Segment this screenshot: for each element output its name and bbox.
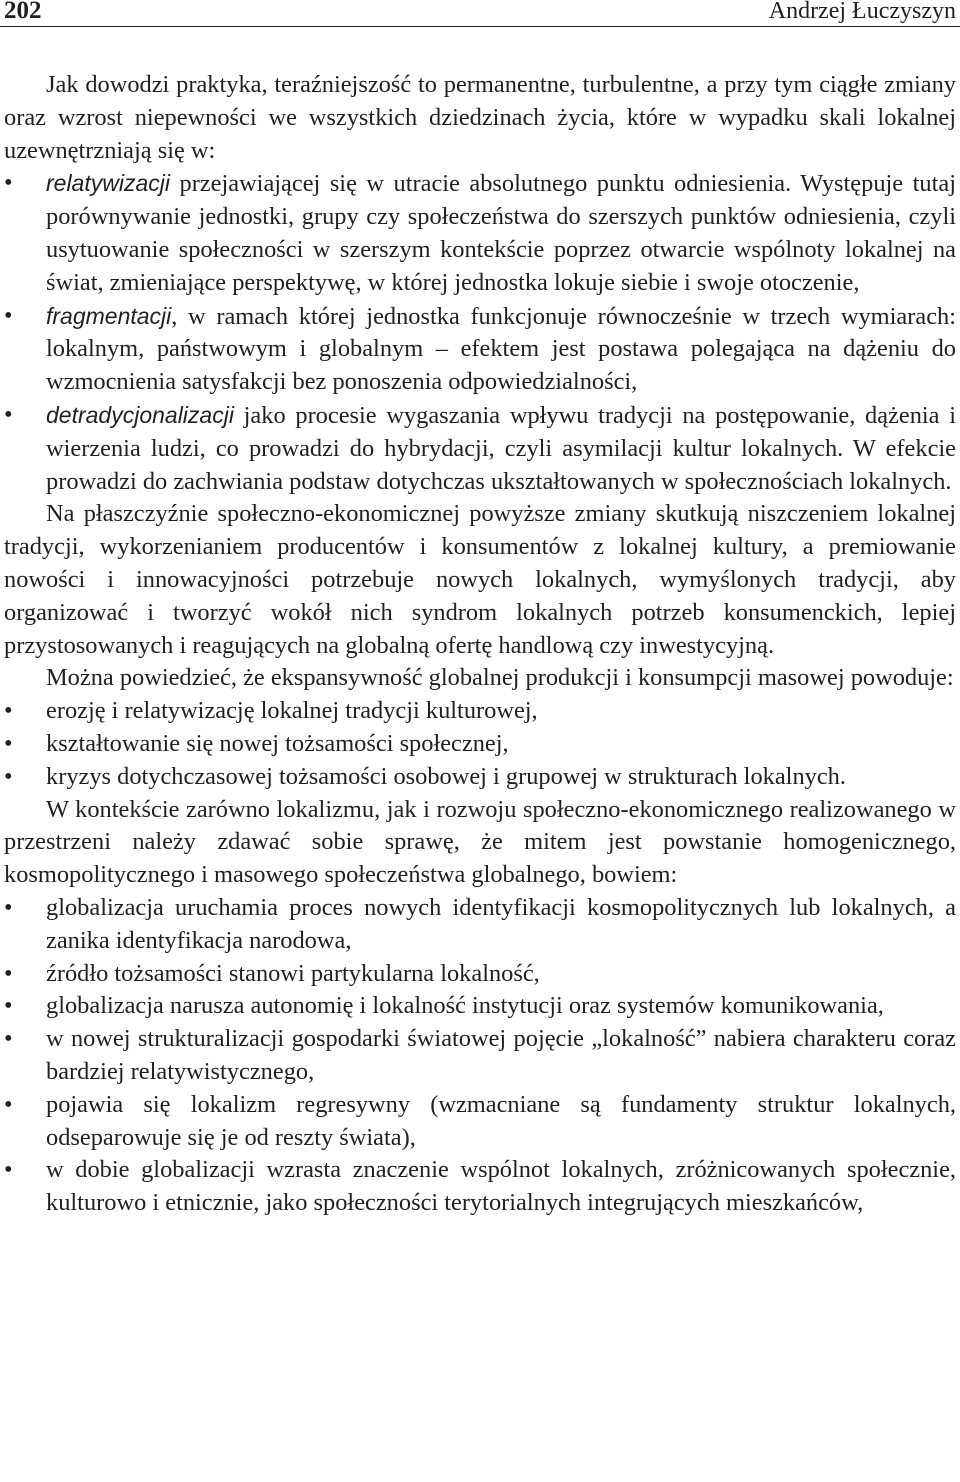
list-item (4, 167, 956, 299)
bullet-icon: • (4, 959, 13, 987)
bullet-icon: • (4, 1090, 13, 1118)
body-text (4, 69, 956, 1220)
bullet-icon: • (4, 169, 13, 197)
page-number: 202 (4, 0, 42, 24)
running-head-author: Andrzej Łuczyszyn (768, 0, 956, 24)
list-item (4, 399, 956, 498)
list-item (4, 1089, 956, 1155)
bullet-icon: • (4, 400, 13, 428)
bullet-icon: • (4, 1156, 13, 1184)
bullet-icon: • (4, 729, 13, 757)
bullet-icon: • (4, 992, 13, 1020)
list-item (4, 1154, 956, 1220)
paragraph-localism: W kontekście zarówno lokalizmu, jak i rozwoju społeczno-ekonomicznego realizowanego w przestrzeni należy zdawać sobie sprawę, że mitem jest powstanie homogenicznego, kosmopolitycznego i masowego społeczeństwa globalnego, bowiem: (4, 795, 956, 889)
list-item-text: w dobie globalizacji wzrasta znaczenie wspólnot lokalnych, zróżnicowanych społecznie, kulturowo i etnicznie, jako społeczności terytorialnych integrujących mieszkańców, (46, 1156, 956, 1217)
term-relatywizacji: relatywizacji (46, 170, 170, 197)
list-item-text: kryzys dotychczasowej tożsamości osobowej i grupowej w strukturach lokalnych. (46, 762, 846, 790)
bullet-icon: • (4, 1025, 13, 1053)
list-item-text: globalizacja uruchamia proces nowych identyfikacji kosmopolitycznych lub lokalnych, a zanika identyfikacja narodowa, (46, 893, 956, 954)
bullet-list-reasons (4, 892, 956, 1220)
bullet-icon: • (4, 697, 13, 725)
term-fragmentacji: fragmentacji (46, 302, 172, 329)
paragraph-intro: Jak dowodzi praktyka, teraźniejszość to permanentne, turbulentne, a przy tym ciągłe zmiany oraz wzrost niepewności we wszystkich dziedzinach życia, które w wypadku skali lokalnej uzewnętrzniają się w: (4, 71, 956, 164)
bullet-list-processes (4, 167, 956, 498)
list-item (4, 695, 956, 728)
list-item (4, 300, 956, 399)
list-item-text: przejawiającej się w utracie absolutnego punktu odniesienia. Występuje tutaj porównywanie jednostki, grupy czy społeczeństwa do szerszych punktów odniesienia, czyli usytuowanie społeczności w szerszym kontekście poprzez otwarcie wspólnoty lokalnej na świat, zmieniające perspektywę, w której jednostka lokuje siebie i swoje otoczenie, (46, 170, 956, 296)
list-item-text: , w ramach której jednostka funkcjonuje równocześnie w trzech wymiarach: lokalnym, państwowym i globalnym – efektem jest postawa polegająca na dążeniu do wzmocnienia satysfakcji bez ponoszenia odpowiedzialności, (46, 302, 956, 396)
list-item-text: źródło tożsamości stanowi partykularna lokalność, (46, 959, 540, 987)
list-item-text: globalizacja narusza autonomię i lokalność instytucji oraz systemów komunikowania, (46, 992, 884, 1020)
list-item (4, 728, 956, 761)
paragraph-mass-production: Można powiedzieć, że ekspansywność globalnej produkcji i konsumpcji masowej powoduje: (46, 664, 954, 692)
term-detradycjonalizacji: detradycjonalizacji (46, 401, 234, 428)
list-item-text: erozję i relatywizację lokalnej tradycji kulturowej, (46, 697, 538, 725)
list-item (4, 892, 956, 958)
bullet-icon: • (4, 893, 13, 921)
bullet-icon: • (4, 301, 13, 329)
bullet-icon: • (4, 762, 13, 790)
list-item-text: w nowej strukturalizacji gospodarki światowej pojęcie „lokalność” nabiera charakteru coraz bardziej relatywistycznego, (46, 1025, 956, 1085)
bullet-list-effects (4, 695, 956, 793)
list-item (4, 1023, 956, 1089)
list-item (4, 990, 956, 1023)
list-item-text: jako procesie wygaszania wpływu tradycji na postępowanie, dążenia i wierzenia ludzi, co prowadzi do hybrydacji, czyli asymilacji kultur lokalnych. (46, 401, 956, 462)
page-header (0, 0, 960, 27)
list-item-continuation: W efekcie prowadzi do zachwiania podstaw dotychczas ukształtowanych w społecznościach lokalnych. (46, 434, 956, 495)
list-item-text: kształtowanie się nowej tożsamości społecznej, (46, 729, 509, 757)
list-item (4, 958, 956, 991)
list-item-text: pojawia się lokalizm regresywny (wzmacniane są fundamenty struktur lokalnych, odseparowuje się je od reszty świata), (46, 1090, 956, 1151)
paragraph-socio-economic: Na płaszczyźnie społeczno-ekonomicznej powyższe zmiany skutkują niszczeniem lokalnej tradycji, wykorzenianiem producentów i konsumentów z lokalnej kultury, a premiowanie nowości i innowacyjności potrzebuje nowych lokalnych, wymyślonych tradycji, aby organizować i tworzyć wokół nich syndrom lokalnych potrzeb konsumenckich, lepiej przystosowanych i reagujących na globalną ofertę handlową czy inwestycyjną. (4, 500, 956, 659)
list-item (4, 761, 956, 794)
